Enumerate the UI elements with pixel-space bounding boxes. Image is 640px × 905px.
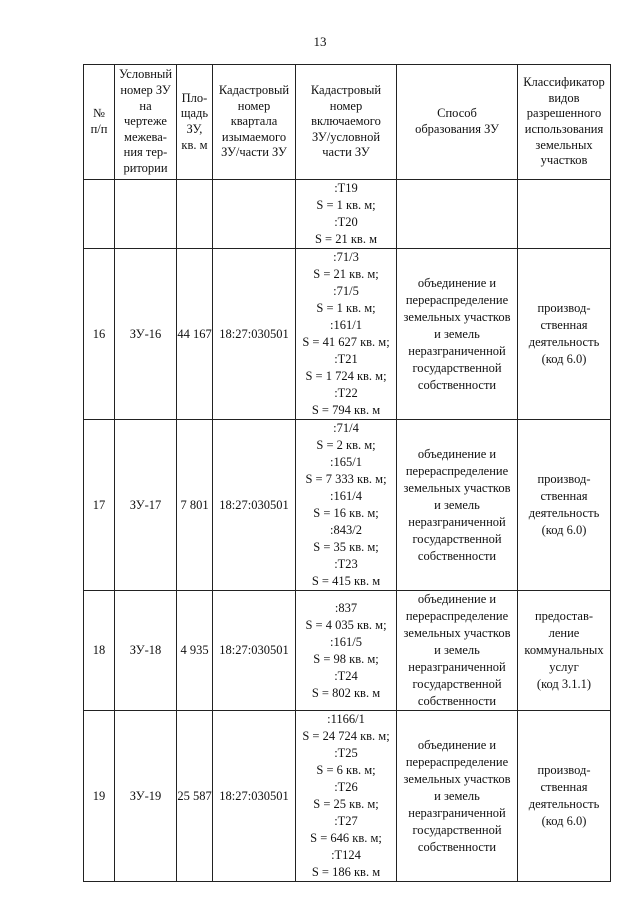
cell-formation-method: объединение и перераспределение земельных участков и земель неразграниченной государственной собственности	[397, 249, 518, 420]
cell-number: 17	[84, 420, 115, 591]
header-number: № п/п	[84, 65, 115, 180]
cell-number: 18	[84, 591, 115, 711]
cell-use-classifier	[518, 180, 611, 249]
cell-included-parts: :1166/1 S = 24 724 кв. м; :Т25 S = 6 кв. м; :Т26 S = 25 кв. м; :Т27 S = 646 кв. м; :Т124 S = 186 кв. м	[296, 711, 397, 882]
cell-plot-id: ЗУ-16	[115, 249, 177, 420]
cell-formation-method: объединение и перераспределение земельных участков и земель неразграниченной государственной собственности	[397, 711, 518, 882]
table-row	[84, 591, 611, 711]
cell-cadastral-quarter	[213, 180, 296, 249]
cell-plot-id: ЗУ-18	[115, 591, 177, 711]
cell-included-parts: :Т19 S = 1 кв. м; :Т20 S = 21 кв. м	[296, 180, 397, 249]
header-area: Пло- щадь ЗУ, кв. м	[177, 65, 213, 180]
header-formation-method: Способ образования ЗУ	[397, 65, 518, 180]
table-row	[84, 249, 611, 420]
cell-area	[177, 180, 213, 249]
cell-formation-method: объединение и перераспределение земельных участков и земель неразграниченной государственной собственности	[397, 420, 518, 591]
page-number: 13	[313, 34, 327, 49]
table-row	[84, 711, 611, 882]
cell-cadastral-quarter: 18:27:030501	[213, 591, 296, 711]
cell-included-parts: :71/3 S = 21 кв. м; :71/5 S = 1 кв. м; :161/1 S = 41 627 кв. м; :Т21 S = 1 724 кв. м; :Т22 S = 794 кв. м	[296, 249, 397, 420]
cell-cadastral-quarter: 18:27:030501	[213, 711, 296, 882]
cell-area: 4 935	[177, 591, 213, 711]
cell-cadastral-quarter: 18:27:030501	[213, 249, 296, 420]
cell-plot-id	[115, 180, 177, 249]
cell-number	[84, 180, 115, 249]
cell-included-parts: :71/4 S = 2 кв. м; :165/1 S = 7 333 кв. м; :161/4 S = 16 кв. м; :843/2 S = 35 кв. м; :Т23 S = 415 кв. м	[296, 420, 397, 591]
cell-formation-method: объединение и перераспределение земельных участков и земель неразграниченной государственной собственности	[397, 591, 518, 711]
cell-plot-id: ЗУ-19	[115, 711, 177, 882]
cell-cadastral-quarter: 18:27:030501	[213, 420, 296, 591]
cell-number: 16	[84, 249, 115, 420]
cell-area: 25 587	[177, 711, 213, 882]
cell-formation-method	[397, 180, 518, 249]
cell-use-classifier: производ- ственная деятельность (код 6.0)	[518, 420, 611, 591]
cell-area: 7 801	[177, 420, 213, 591]
cell-number: 19	[84, 711, 115, 882]
cell-area: 44 167	[177, 249, 213, 420]
table-row	[84, 420, 611, 591]
header-cadastral-quarter: Кадастровый номер квартала изымаемого ЗУ/части ЗУ	[213, 65, 296, 180]
cell-use-classifier: предостав- ление коммунальных услуг (код 3.1.1)	[518, 591, 611, 711]
land-plots-table	[83, 64, 611, 882]
header-included-cadastral-number: Кадастровый номер включаемого ЗУ/условной части ЗУ	[296, 65, 397, 180]
cell-use-classifier: производ- ственная деятельность (код 6.0)	[518, 711, 611, 882]
table-header-row	[84, 65, 611, 180]
cell-included-parts: :837 S = 4 035 кв. м; :161/5 S = 98 кв. м; :Т24 S = 802 кв. м	[296, 591, 397, 711]
header-conditional-plot-number: Условный номер ЗУ на чертеже межева- ния тер- ритории	[115, 65, 177, 180]
cell-use-classifier: производ- ственная деятельность (код 6.0)	[518, 249, 611, 420]
cell-plot-id: ЗУ-17	[115, 420, 177, 591]
table-row	[84, 180, 611, 249]
header-use-classifier: Классификатор видов разрешенного использования земельных участков	[518, 65, 611, 180]
